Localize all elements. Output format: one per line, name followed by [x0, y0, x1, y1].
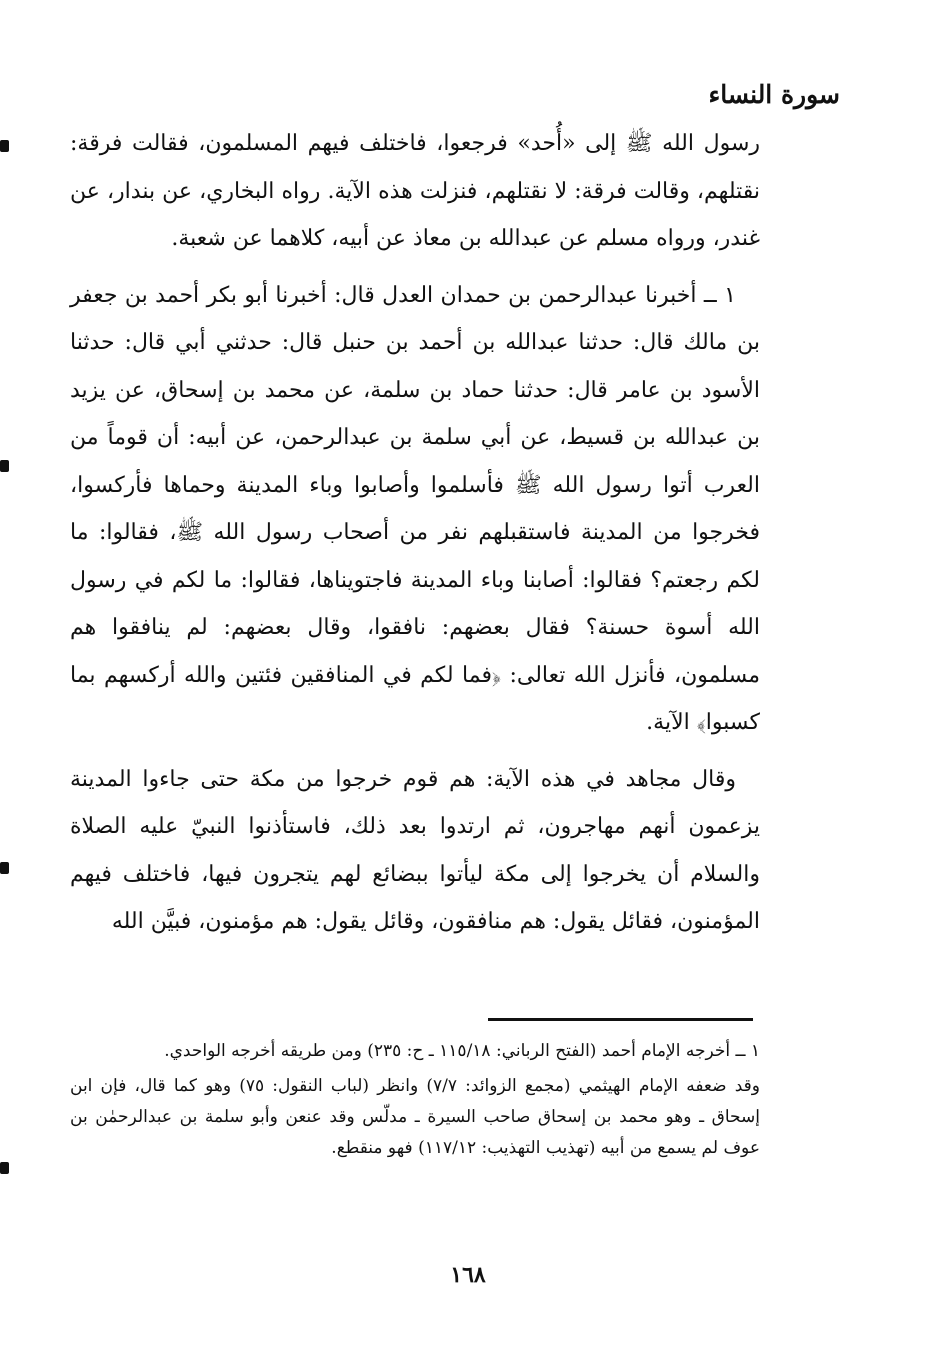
- binding-mark-2: [0, 460, 9, 472]
- footnote-1-continuation: وقد ضعفه الإمام الهيثمي (مجمع الزوائد: ٧/٧) وانظر (لباب النقول: ٧٥) وهو كما قال، فإن ابن إسحاق ـ وهو محمد بن إسحاق صاحب السيرة ـ مدلّس وقد عنعن وأبو سلمة بن عبدالرحمٰن بن عوف لم يسمع من أبيه (تهذيب التهذيب: ١١٧/١٢) فهو منقطع.: [70, 1076, 760, 1158]
- footnote-separator: [488, 1018, 753, 1021]
- page-number: ١٦٨: [450, 1262, 486, 1288]
- binding-mark-3: [0, 862, 9, 874]
- paragraph-hadith-1: ١ ــ أخبرنا عبدالرحمن بن حمدان العدل قال: أخبرنا أبو بكر أحمد بن جعفر بن مالك قال: حدثنا عبدالله بن أحمد بن حنبل قال: حدثني أبي قال: حدثنا الأسود بن عامر قال: حدثنا حماد بن سلمة، عن محمد بن إسحاق، عن يزيد بن عبدالله بن قسيط، عن أبي سلمة بن عبدالرحمن، عن أبيه: أن قوماً من العرب أتوا رسول الله ﷺ فأسلموا وأصابوا وباء المدينة وحماها فأركسوا، فخرجوا من المدينة فاستقبلهم نفر من أصحاب رسول الله ﷺ، فقالوا: ما لكم رجعتم؟ فقالوا: أصابنا وباء المدينة فاجتويناها، فقالوا: ما لكم في رسول الله أسوة حسنة؟ فقال بعضهم: نافقوا، وقال بعضهم: لم ينافقوا هم مسلمون، فأنزل الله تعالى: ﴿فما لكم في المنافقين فئتين والله أركسهم بما كسبوا﴾ الآية.: [70, 282, 760, 735]
- running-header-surah-title: سورة النساء: [708, 80, 840, 109]
- footnotes: [70, 1036, 760, 1168]
- paragraph-mujahid: وقال مجاهد في هذه الآية: هم قوم خرجوا من مكة حتى جاءوا المدينة يزعمون أنهم مهاجرون، ثم ارتدوا بعد ذلك، فاستأذنوا النبيّ عليه الصلاة والسلام أن يخرجوا إلى مكة ليأتوا ببضائع لهم يتجرون فيها، فاختلف فيهم المؤمنون، فقائل يقول: هم منافقون، وقائل يقول: هم مؤمنون، فبيَّن الله: [70, 766, 760, 934]
- main-text: [70, 120, 760, 955]
- footnote-1: ١ ــ أخرجه الإمام أحمد (الفتح الرباني: ١١٥/١٨ ـ ح: ٢٣٥) ومن طريقه أخرجه الواحدي.: [164, 1041, 760, 1061]
- binding-mark-1: [0, 140, 9, 152]
- binding-mark-4: [0, 1162, 9, 1174]
- paragraph-continuation: رسول الله ﷺ إلى «أُحد» فرجعوا، فاختلف فيهم المسلمون، فقالت فرقة: نقتلهم، وقالت فرقة: لا نقتلهم، فنزلت هذه الآية. رواه البخاري، عن بندار، عن غندر، ورواه مسلم عن عبدالله بن معاذ عن أبيه، كلاهما عن شعبة.: [70, 131, 760, 251]
